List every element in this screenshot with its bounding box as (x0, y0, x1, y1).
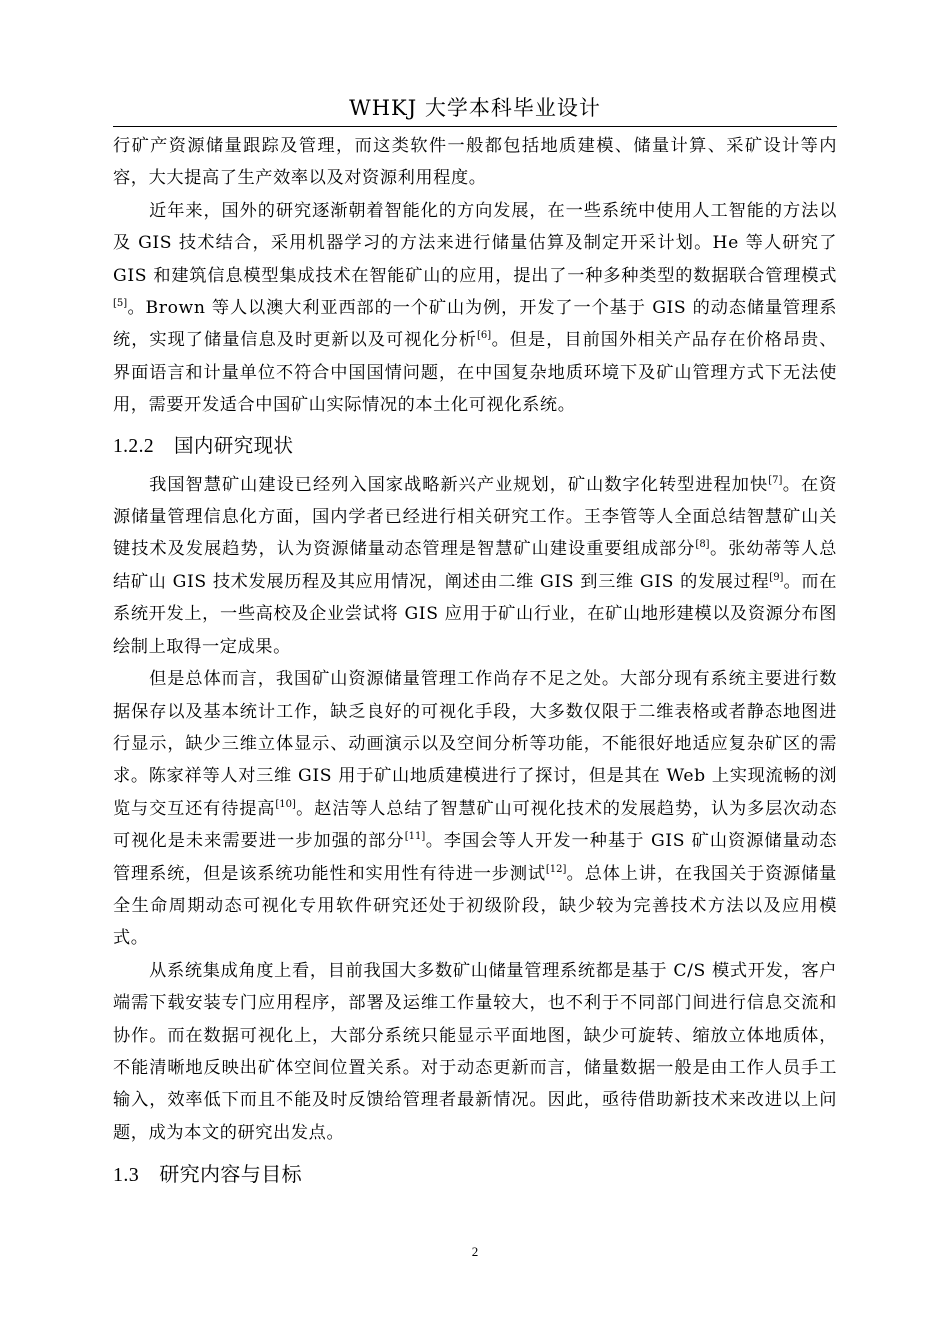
text-run: 。李国会等人开发一种基于 GIS 矿山资源储量动态管理系统，但是该系统功能性和实用性有待进一步测试 (113, 831, 837, 884)
document-body (113, 130, 837, 1191)
text-run: 。而在系统开发上，一些高校及企业尝试将 GIS 应用于矿山行业，在矿山地形建模以及资源分布图绘制上取得一定成果。 (113, 571, 837, 657)
text-run: 。Brown 等人以澳大利亚西部的一个矿山为例，开发了一个基于 GIS 的动态储量管理系统，实现了储量信息及时更新以及可视化分析 (113, 298, 837, 351)
text-run: 。但是，目前国外相关产品存在价格昂贵、界面语言和计量单位不符合中国国情问题，在中国复杂地质环境下及矿山管理方式下无法使用，需要开发适合中国矿山实际情况的本土化可视化系统。 (113, 330, 837, 416)
citation-7: [7] (768, 474, 783, 486)
text-run: 。总体上讲，在我国关于资源储量全生命周期动态可视化专用软件研究还处于初级阶段，缺少较为完善技术方法以及应用模式。 (113, 863, 837, 949)
citation-9: [9] (769, 571, 784, 583)
paragraph-system-integration: 从系统集成角度上看，目前我国大多数矿山储量管理系统都是基于 C/S 模式开发，客户端需下载安装专门应用程序，部署及运维工作量较大，也不利于不同部门间进行信息交流和协作。而在数据可视化上，大部分系统只能显示平面地图，缺少可旋转、缩放立体地质体，不能清晰地反映出矿体空间位置关系。对于动态更新而言，储量数据一般是由工作人员手工输入，效率低下而且不能及时反馈给管理者最新情况。因此，亟待借助新技术来改进以上问题，成为本文的研究出发点。 (113, 960, 837, 1143)
section-heading-1-3 (113, 1158, 837, 1191)
citation-6: [6] (477, 330, 492, 342)
text-run: 近年来，国外的研究逐渐朝着智能化的方向发展，在一些系统中使用人工智能的方法以及 GIS 技术结合，采用机器学习的方法来进行储量估算及制定开采计划。He 等人研究了 GIS 和建筑信息模型集成技术在智能矿山的应用，提出了一种多种类型的数据联合管理模式 (113, 200, 837, 286)
paragraph-domestic-research (113, 469, 837, 663)
text-run: 我国智慧矿山建设已经列入国家战略新兴产业规划，矿山数字化转型进程加快 (149, 474, 769, 495)
citation-11: [11] (404, 831, 426, 843)
header-rule (113, 126, 837, 127)
citation-10: [10] (275, 798, 296, 810)
text-run: 。在资源储量管理信息化方面，国内学者已经进行相关研究工作。王李管等人全面总结智慧矿山关键技术及发展趋势，认为资源储量动态管理是智慧矿山建设重要组成部分 (113, 474, 837, 560)
paragraph-foreign-research (113, 195, 837, 422)
citation-12: [12] (545, 863, 567, 875)
section-heading-1-2-2 (113, 431, 837, 462)
section-title: 国内研究现状 (174, 433, 294, 457)
citation-5: [5] (113, 298, 128, 310)
page-number: 2 (471, 1244, 479, 1259)
text-run: 。张幼蒂等人总结矿山 GIS 技术发展历程及其应用情况，阐述由二维 GIS 到三维 GIS 的发展过程 (113, 539, 837, 592)
text-run: 。赵洁等人总结了智慧矿山可视化技术的发展趋势，认为多层次动态可视化是未来需要进一步加强的部分 (113, 798, 837, 852)
text-run: 但是总体而言，我国矿山资源储量管理工作尚存不足之处。大部分现有系统主要进行数据保存以及基本统计工作，缺乏良好的可视化手段，大多数仅限于二维表格或者静态地图进行显示，缺少三维立体显示、动画演示以及空间分析等功能，不能很好地适应复杂矿区的需求。陈家祥等人对三维 GIS 用于矿山地质建模进行了探讨，但是其在 Web 上实现流畅的浏览与交互还有待提高 (113, 669, 837, 819)
page-header: WHKJ 大学本科毕业设计 (349, 96, 601, 120)
paragraph-shortcomings (113, 663, 837, 955)
section-number: 1.3 (113, 1164, 140, 1187)
citation-8: [8] (695, 539, 710, 551)
section-number: 1.2.2 (113, 435, 154, 457)
section-title: 研究内容与目标 (159, 1162, 303, 1187)
paragraph-continued: 行矿产资源储量跟踪及管理，而这类软件一般都包括地质建模、储量计算、采矿设计等内容，大大提高了生产效率以及对资源利用程度。 (113, 136, 837, 189)
